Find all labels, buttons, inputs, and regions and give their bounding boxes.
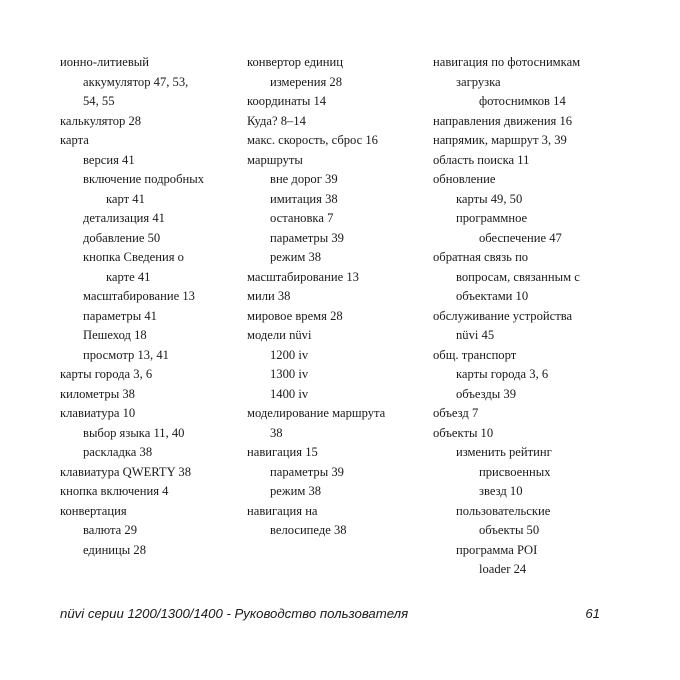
index-entry: кнопка включения 4 (60, 484, 169, 498)
index-entry: общ. транспорт (433, 347, 517, 362)
index-subentry: имитация 38 (270, 191, 338, 206)
index-entry: объекты 10 (433, 425, 494, 440)
index-entry: клавиатура QWERTY 38 (60, 464, 191, 479)
index-subentry: обеспечение 47 (479, 230, 562, 245)
footer-title: nüvi серии 1200/1300/1400 - Руководство пользователя (60, 606, 409, 621)
index-subentry: карте 41 (106, 269, 151, 284)
index-subentry: программа POI (456, 542, 538, 557)
index-column-2 (247, 53, 385, 541)
index-subentry: пользовательские (456, 503, 551, 518)
index-subentry: присвоенных (479, 464, 551, 479)
index-subentry: масштабирование 13 (83, 289, 195, 303)
index-subentry: загрузка (456, 74, 501, 89)
index-subentry: вопросам, связанным с (456, 269, 580, 284)
index-subentry: 1200 iv (270, 347, 309, 362)
index-entry: конвертор единиц (247, 55, 343, 69)
index-subentry: изменить рейтинг (456, 445, 552, 459)
index-subentry: раскладка 38 (83, 445, 153, 459)
index-subentry: измерения 28 (270, 74, 342, 89)
index-subentry: карты города 3, 6 (456, 367, 549, 381)
index-entry: масштабирование 13 (247, 269, 359, 284)
index-subentry: фотоснимков 14 (479, 94, 566, 108)
index-entry: направления движения 16 (433, 113, 573, 128)
index-subentry: единицы 28 (83, 542, 146, 557)
index-entry: Куда? 8–14 (247, 113, 306, 128)
index-subentry: аккумулятор 47, 53, (83, 74, 189, 89)
index-entry: напрямик, маршрут 3, 39 (433, 133, 567, 147)
index-entry: карты города 3, 6 (60, 367, 153, 381)
index-subentry: добавление 50 (83, 230, 161, 245)
index-entry: навигация на (247, 503, 318, 518)
index-subentry: кнопка Сведения о (83, 250, 184, 264)
index-subentry: карты 49, 50 (456, 191, 523, 206)
index-subentry: программное (456, 211, 528, 225)
index-entry: объезд 7 (433, 406, 479, 420)
index-subentry: объектами 10 (456, 289, 529, 303)
index-subentry: 38 (270, 425, 283, 440)
index-subentry: детализация 41 (83, 211, 165, 225)
index-subentry: вне дорог 39 (270, 172, 338, 186)
page-footer (60, 604, 600, 624)
index-subentry: объекты 50 (479, 523, 540, 537)
index-entry: обслуживание устройства (433, 308, 573, 323)
index-subentry: звезд 10 (479, 484, 523, 498)
index-subentry: 1400 iv (270, 386, 309, 401)
index-subentry: включение подробных (83, 172, 204, 186)
index-entry: конвертация (60, 503, 127, 518)
index-subentry: loader 24 (479, 562, 527, 576)
index-column-3 (433, 53, 580, 580)
index-entry: карта (60, 133, 89, 147)
index-subentry: версия 41 (83, 152, 135, 167)
index-subentry: режим 38 (270, 250, 322, 264)
index-entry: мировое время 28 (247, 308, 343, 323)
index-subentry: параметры 39 (270, 230, 344, 245)
index-subentry: велосипеде 38 (270, 523, 347, 537)
index-subentry: просмотр 13, 41 (83, 347, 169, 362)
index-subentry: выбор языка 11, 40 (83, 425, 185, 440)
index-subentry: режим 38 (270, 484, 322, 498)
index-entry: километры 38 (60, 386, 135, 401)
index-entry: ионно-литиевый (60, 55, 150, 69)
index-entry: обновление (433, 172, 496, 186)
index-subentry: 1300 iv (270, 367, 309, 381)
index-subentry: Пешеход 18 (83, 328, 147, 342)
index-entry: модели nüvi (247, 328, 312, 342)
index-entry: область поиска 11 (433, 152, 530, 167)
index-subentry: карт 41 (106, 191, 145, 206)
index-entry: макс. скорость, сброс 16 (247, 133, 378, 147)
index-entry: калькулятор 28 (60, 113, 142, 128)
index-subentry: параметры 41 (83, 308, 157, 323)
index-subentry: валюта 29 (83, 523, 137, 537)
index-entry: обратная связь по (433, 250, 529, 264)
index-entry: маршруты (247, 152, 303, 167)
index-entry: мили 38 (247, 289, 291, 303)
index-entry: координаты 14 (247, 94, 327, 108)
page-number: 61 (585, 606, 600, 621)
index-entry: навигация 15 (247, 445, 318, 459)
index-subentry: параметры 39 (270, 464, 344, 479)
index-subentry: объезды 39 (456, 386, 517, 401)
index-subentry: nüvi 45 (456, 328, 495, 342)
index-entry: моделирование маршрута (247, 406, 386, 420)
index-subentry: остановка 7 (270, 211, 334, 225)
index-column-1 (60, 53, 204, 560)
index-entry: клавиатура 10 (60, 406, 136, 420)
index-subentry: 54, 55 (83, 94, 115, 108)
index-entry: навигация по фотоснимкам (433, 55, 581, 69)
